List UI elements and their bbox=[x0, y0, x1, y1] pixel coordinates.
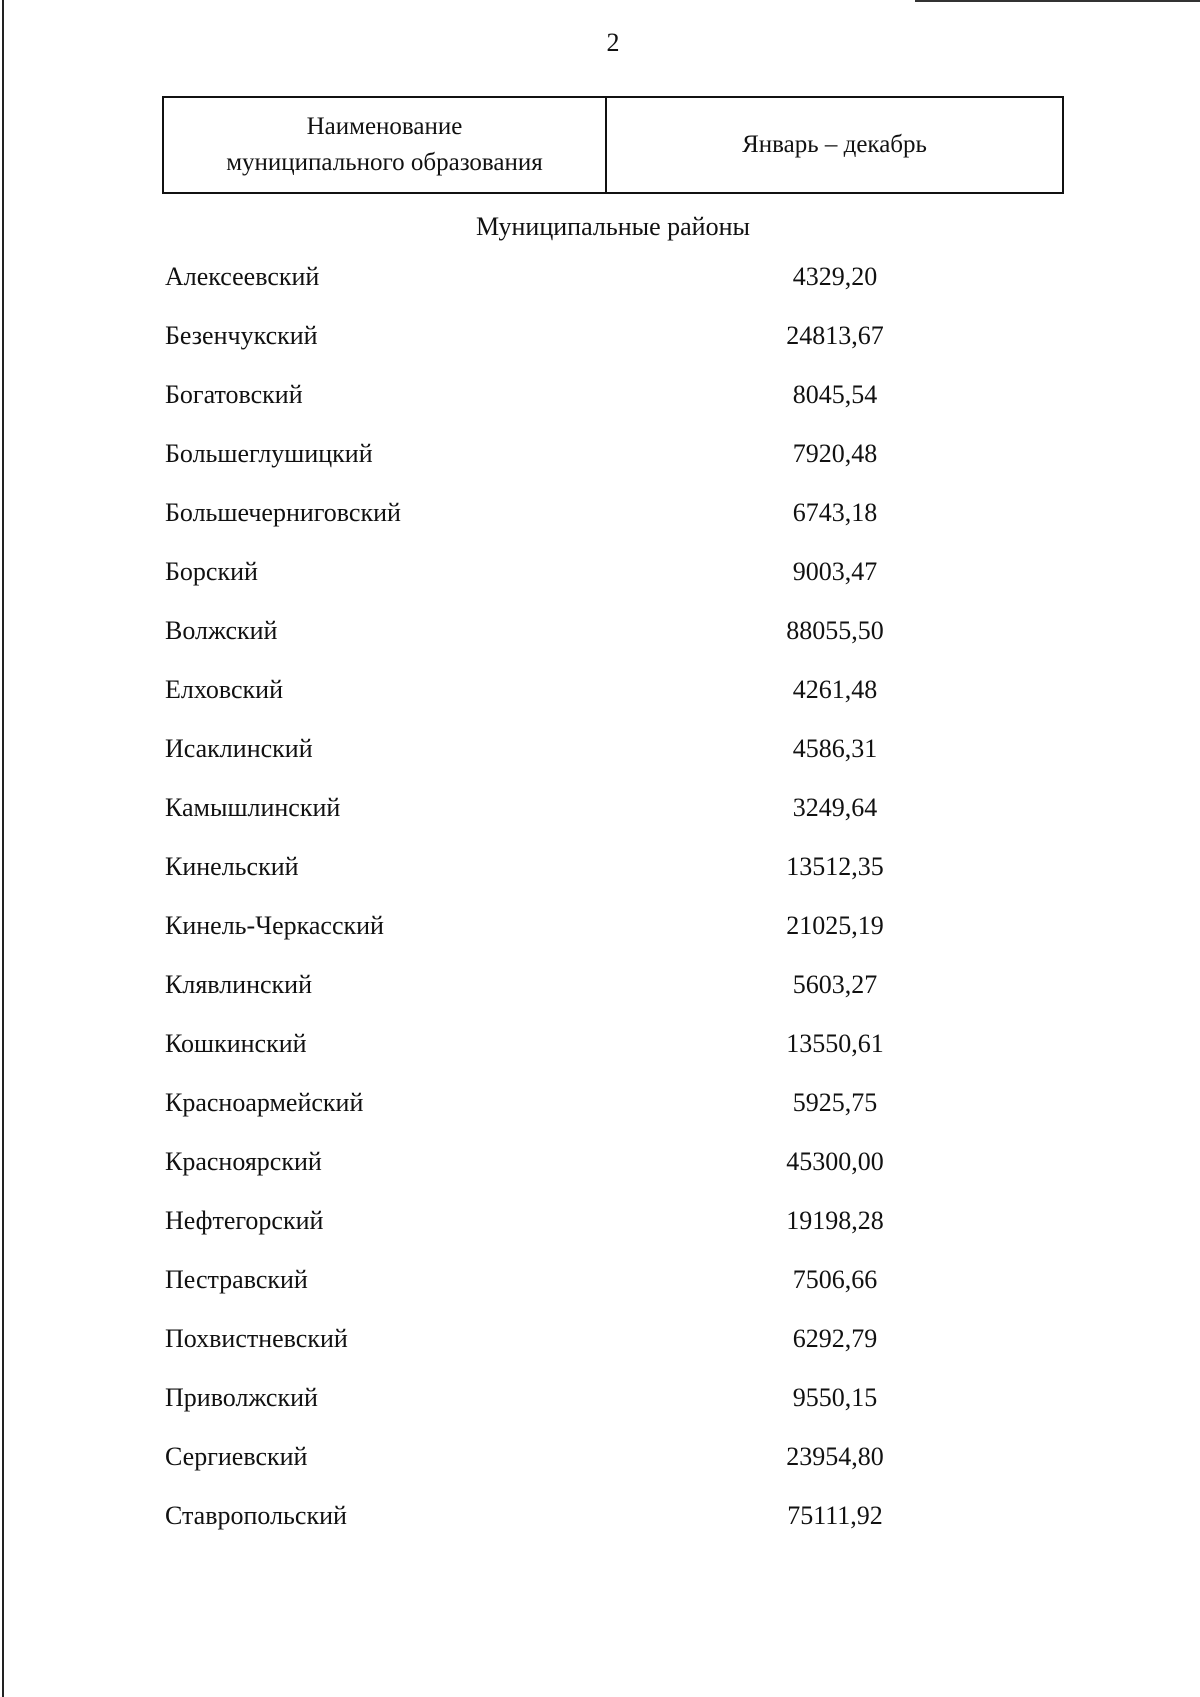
row-name: Исаклинский bbox=[165, 734, 313, 763]
table-row bbox=[0, 671, 1200, 730]
table-row bbox=[0, 1438, 1200, 1497]
table-row bbox=[0, 258, 1200, 317]
table-row bbox=[0, 1261, 1200, 1320]
table-row bbox=[0, 1379, 1200, 1438]
row-value: 7920,48 bbox=[792, 439, 878, 468]
header-period-column: Январь – декабрь bbox=[742, 131, 927, 158]
row-value: 4586,31 bbox=[792, 734, 878, 763]
row-name: Богатовский bbox=[165, 380, 303, 409]
row-value: 5603,27 bbox=[792, 970, 878, 999]
table-row bbox=[0, 612, 1200, 671]
row-value: 23954,80 bbox=[786, 1442, 884, 1471]
row-value: 4329,20 bbox=[792, 262, 878, 291]
table-row bbox=[0, 1320, 1200, 1379]
row-name: Большечерниговский bbox=[165, 498, 401, 527]
table-row bbox=[0, 730, 1200, 789]
row-value: 88055,50 bbox=[786, 616, 884, 645]
row-value: 24813,67 bbox=[786, 321, 884, 350]
table-body bbox=[0, 258, 1200, 1556]
table-row bbox=[0, 1202, 1200, 1261]
row-name: Кошкинский bbox=[165, 1029, 307, 1058]
row-name: Похвистневский bbox=[165, 1324, 348, 1353]
table-row bbox=[0, 494, 1200, 553]
row-name: Нефтегорский bbox=[165, 1206, 324, 1235]
table-row bbox=[0, 1143, 1200, 1202]
row-value: 19198,28 bbox=[786, 1206, 884, 1235]
section-title: Муниципальные районы bbox=[476, 212, 750, 241]
row-value: 3249,64 bbox=[792, 793, 878, 822]
row-value: 45300,00 bbox=[786, 1147, 884, 1176]
row-name: Кинель-Черкасский bbox=[165, 911, 384, 940]
row-value: 6743,18 bbox=[792, 498, 878, 527]
row-value: 8045,54 bbox=[792, 380, 878, 409]
row-name: Алексеевский bbox=[165, 262, 320, 291]
row-name: Елховский bbox=[165, 675, 283, 704]
table-row bbox=[0, 553, 1200, 612]
row-name: Сергиевский bbox=[165, 1442, 308, 1471]
table-row bbox=[0, 435, 1200, 494]
row-value: 9550,15 bbox=[792, 1383, 878, 1412]
row-value: 13550,61 bbox=[786, 1029, 884, 1058]
table-row bbox=[0, 1025, 1200, 1084]
header-name-column: Наименование муниципального образования bbox=[164, 98, 607, 192]
row-value: 13512,35 bbox=[786, 852, 884, 881]
row-name: Большеглушицкий bbox=[165, 439, 373, 468]
row-value: 5925,75 bbox=[792, 1088, 878, 1117]
row-value: 7506,66 bbox=[792, 1265, 878, 1294]
row-name: Волжский bbox=[165, 616, 278, 645]
table-row bbox=[0, 317, 1200, 376]
row-value: 4261,48 bbox=[792, 675, 878, 704]
table-row bbox=[0, 376, 1200, 435]
row-name: Красноярский bbox=[165, 1147, 322, 1176]
table-row bbox=[0, 789, 1200, 848]
row-value: 6292,79 bbox=[792, 1324, 878, 1353]
row-value: 21025,19 bbox=[786, 911, 884, 940]
row-name: Пестравский bbox=[165, 1265, 308, 1294]
page-number: 2 bbox=[606, 28, 620, 57]
row-value: 9003,47 bbox=[792, 557, 878, 586]
row-name: Кинельский bbox=[165, 852, 299, 881]
table-row bbox=[0, 1497, 1200, 1556]
table-row bbox=[0, 848, 1200, 907]
row-name: Камышлинский bbox=[165, 793, 341, 822]
table-row bbox=[0, 907, 1200, 966]
page-top-line bbox=[915, 0, 1200, 2]
table-row bbox=[0, 966, 1200, 1025]
row-name: Клявлинский bbox=[165, 970, 313, 999]
row-name: Борский bbox=[165, 557, 258, 586]
row-name: Ставропольский bbox=[165, 1501, 347, 1530]
row-name: Красноармейский bbox=[165, 1088, 364, 1117]
row-name: Безенчукский bbox=[165, 321, 318, 350]
row-name: Приволжский bbox=[165, 1383, 318, 1412]
table-header bbox=[162, 96, 1064, 194]
table-row bbox=[0, 1084, 1200, 1143]
row-value: 75111,92 bbox=[787, 1501, 883, 1530]
